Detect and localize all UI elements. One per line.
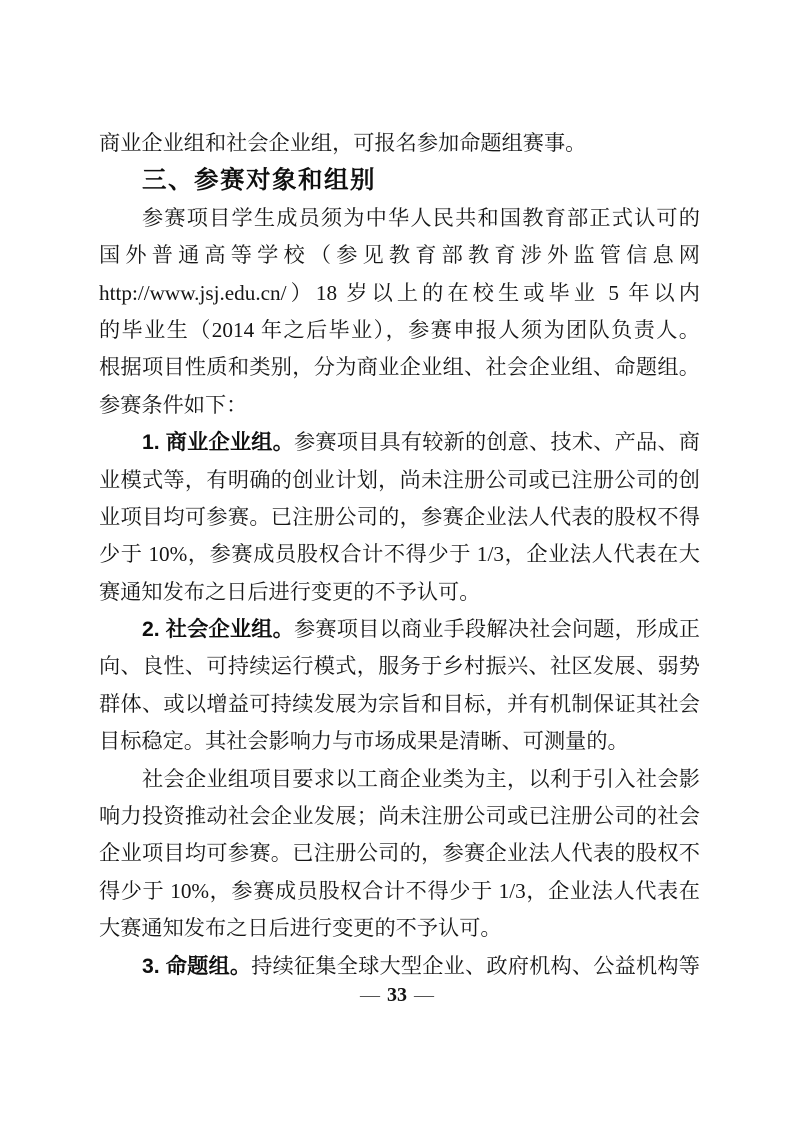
list-item-1-label: 1. 商业企业组。	[142, 431, 295, 455]
text-line: 的毕业生（2014 年之后毕业），参赛申报人须为团队负责人。	[99, 317, 700, 342]
text-line: 响力投资推动社会企业发展；尚未注册公司或已注册公司的社会	[99, 804, 700, 829]
text-line: 赛通知发布之日后进行变更的不予认可。	[99, 579, 481, 604]
text-line: 企业项目均可参赛。已注册公司的，参赛企业法人代表的股权不	[99, 841, 700, 866]
section-heading: 三、参赛对象和组别	[142, 167, 376, 195]
text-line	[99, 611, 700, 648]
text-line: 目标稳定。其社会影响力与市场成果是清晰、可测量的。	[99, 729, 629, 754]
text-line: 国外普通高等学校（参见教育部教育涉外监管信息网	[99, 243, 700, 268]
page-number: 33	[387, 984, 407, 1006]
text-line	[99, 424, 700, 461]
footer-dash-right: —	[414, 984, 434, 1006]
text-line: 向、良性、可持续运行模式，服务于乡村振兴、社区发展、弱势	[99, 654, 700, 679]
text-line: 群体、或以增益可持续发展为宗旨和目标，并有机制保证其社会	[99, 691, 700, 716]
text-line: 少于 10%，参赛成员股权合计不得少于 1/3，企业法人代表在大	[99, 542, 700, 567]
text-run: 持续征集全球大型企业、政府机构、公益机构等	[251, 953, 700, 978]
text-line: 得少于 10%，参赛成员股权合计不得少于 1/3，企业法人代表在	[99, 878, 700, 903]
text-line: 根据项目性质和类别，分为商业企业组、社会企业组、命题组。	[99, 355, 700, 380]
text-run: 参赛项目以商业手段解决社会问题，形成正	[294, 617, 700, 642]
footer-dash-left: —	[360, 984, 380, 1006]
list-item-2-label: 2. 社会企业组。	[142, 618, 295, 642]
text-line: 业模式等，有明确的创业计划，尚未注册公司或已注册公司的创	[99, 467, 700, 492]
text-line: http://www.jsj.edu.cn/）18 岁以上的在校生或毕业 5 年以内	[99, 280, 700, 305]
text-line: 参赛条件如下：	[99, 392, 248, 417]
text-line	[99, 948, 700, 985]
text-run: 参赛项目具有较新的创意、技术、产品、商	[294, 430, 700, 455]
text-line: 大赛通知发布之日后进行变更的不予认可。	[99, 916, 502, 941]
text-line: 商业企业组和社会企业组，可报名参加命题组赛事。	[99, 131, 587, 155]
page-content	[99, 125, 700, 985]
text-line: 社会企业组项目要求以工商企业类为主，以利于引入社会影	[142, 766, 700, 791]
list-item-3-label: 3. 命题组。	[142, 954, 252, 978]
page-footer	[0, 982, 794, 1008]
text-line: 业项目均可参赛。已注册公司的，参赛企业法人代表的股权不得	[99, 504, 700, 529]
text-line: 参赛项目学生成员须为中华人民共和国教育部正式认可的	[142, 205, 700, 230]
